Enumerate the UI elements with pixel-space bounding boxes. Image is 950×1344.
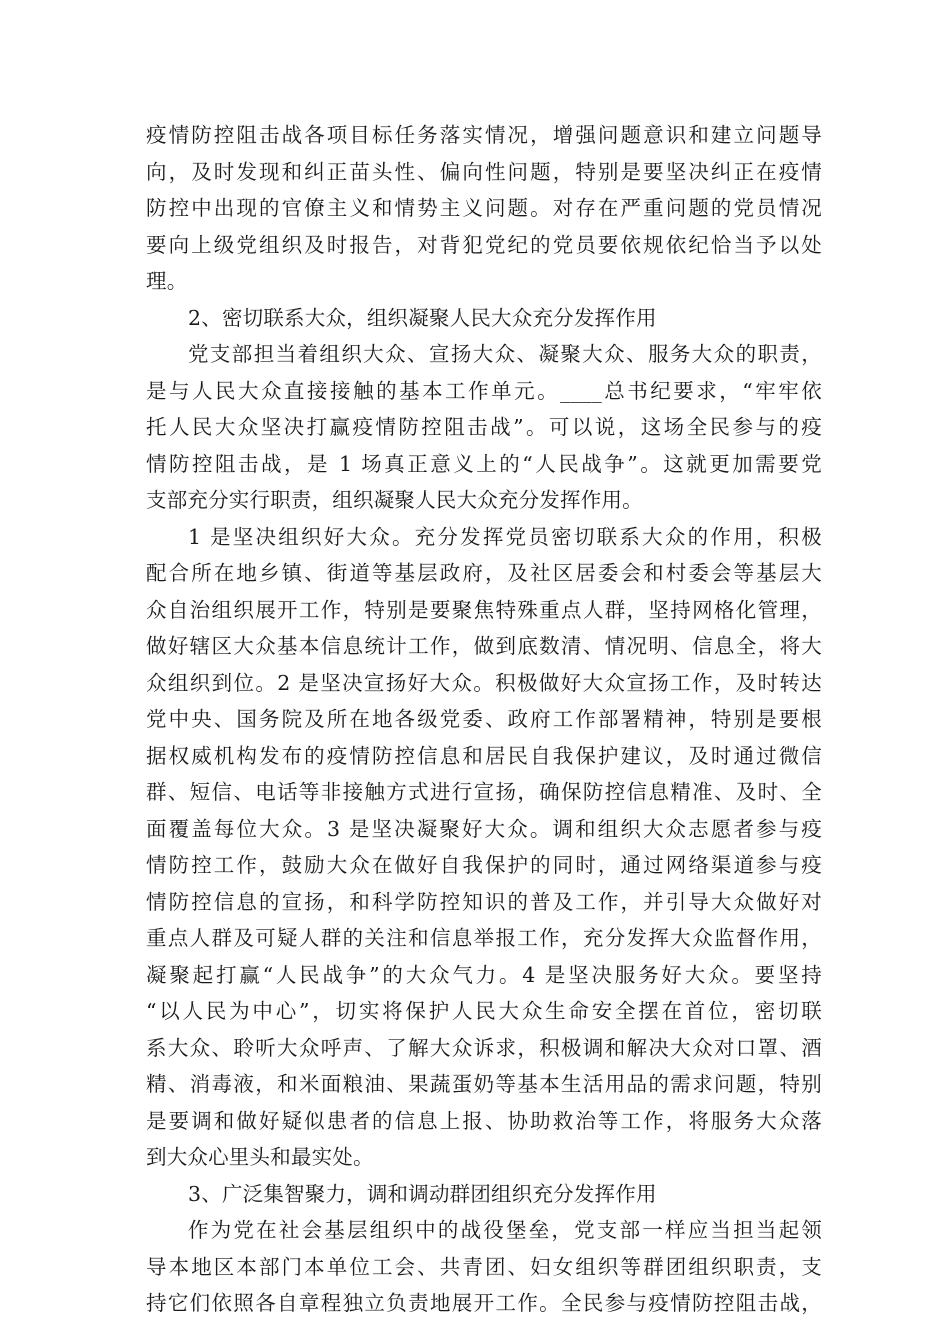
text-line: 系大众、聆听大众呼声、了解大众诉求，积极调和解决大众对口罩、酒 <box>146 1035 822 1060</box>
text-line: 是与人民大众直接接触的基本工作单元。____总书纪要求，“牢牢依 <box>146 378 822 403</box>
document-page <box>146 117 822 1322</box>
text-line: 托人民大众坚决打赢疫情防控阻击战”。可以说，这场全民参与的疫 <box>146 415 822 439</box>
text-line: 精、消毒液，和米面粮油、果蔬蛋奶等基本生活用品的需求问题，特别 <box>146 1072 822 1096</box>
text-line: 做好辖区大众基本信息统计工作，做到底数清、情况明、信息全，将大 <box>146 634 822 658</box>
text-line: 面覆盖每位大众。3 是坚决凝聚好大众。调和组织大众志愿者参与疫 <box>146 816 822 841</box>
text-line: 重点人群及可疑人群的关注和信息举报工作，充分发挥大众监督作用， <box>146 926 822 950</box>
text-line: 理。 <box>146 269 188 293</box>
text-line: 情防控阻击战，是 1 场真正意义上的“人民战争”。这就更加需要党 <box>146 451 822 476</box>
text-line: 支部充分实行职责，组织凝聚人民大众充分发挥作用。 <box>146 488 643 512</box>
text-line: “以人民为中心”，切实将保护人民大众生命安全摆在首位，密切联 <box>146 999 822 1023</box>
heading-line: 3、广泛集智聚力，调和调动群团组织充分发挥作用 <box>188 1181 657 1206</box>
text-line: 凝聚起打赢“人民战争”的大众气力。4 是坚决服务好大众。要坚持 <box>146 962 822 987</box>
text-line: 众组织到位。2 是坚决宣扬好大众。积极做好大众宣扬工作，及时转达 <box>146 670 822 695</box>
text-line: 向，及时发现和纠正苗头性、偏向性问题，特别是要坚决纠正在疫情 <box>146 159 822 184</box>
text-line: 持它们依照各自章程独立负责地展开工作。全民参与疫情防控阻击战， <box>146 1291 822 1315</box>
text-line: 是要调和做好疑似患者的信息上报、协助救治等工作，将服务大众落 <box>146 1108 822 1133</box>
section-heading <box>146 1176 822 1213</box>
text-line: 导本地区本部门本单位工会、共青团、妇女组织等群团组织职责，支 <box>146 1254 822 1279</box>
paragraph <box>146 117 822 300</box>
text-line: 情防控工作，鼓励大众在做好自我保护的同时，通过网络渠道参与疫 <box>146 853 822 877</box>
section-heading <box>146 300 822 337</box>
text-line: 党中央、国务院及所在地各级党委、政府工作部署精神，特别是要根 <box>146 707 822 731</box>
text-line: 1 是坚决组织好大众。充分发挥党员密切联系大众的作用，积极 <box>188 524 822 549</box>
text-line: 众自治组织展开工作，特别是要聚焦特殊重点人群，坚持网格化管理， <box>146 597 822 622</box>
text-line: 作为党在社会基层组织中的战役堡垒，党支部一样应当担当起领 <box>188 1218 822 1242</box>
text-line: 党支部担当着组织大众、宣扬大众、凝聚大众、服务大众的职责， <box>188 342 822 366</box>
text-line: 防控中出现的官僚主义和情势主义问题。对存在严重问题的党员情况 <box>146 196 822 220</box>
text-line: 情防控信息的宣扬，和科学防控知识的普及工作，并引导大众做好对 <box>146 889 822 914</box>
paragraph <box>146 1212 822 1322</box>
text-line: 据权威机构发布的疫情防控信息和居民自我保护建议，及时通过微信 <box>146 743 822 768</box>
text-line: 到大众心里头和最实处。 <box>146 1145 374 1169</box>
text-line: 配合所在地乡镇、街道等基层政府，及社区居委会和村委会等基层大 <box>146 561 822 585</box>
paragraph <box>146 336 822 519</box>
text-line: 群、短信、电话等非接触方式进行宣扬，确保防控信息精准、及时、全 <box>146 780 822 804</box>
text-line: 要向上级党组织及时报告，对背犯党纪的党员要依规依纪恰当予以处 <box>146 232 822 257</box>
heading-line: 2、密切联系大众，组织凝聚人民大众充分发挥作用 <box>188 305 657 330</box>
paragraph <box>146 519 822 1176</box>
text-line: 疫情防控阻击战各项目标任务落实情况，增强问题意识和建立问题导 <box>146 123 822 147</box>
